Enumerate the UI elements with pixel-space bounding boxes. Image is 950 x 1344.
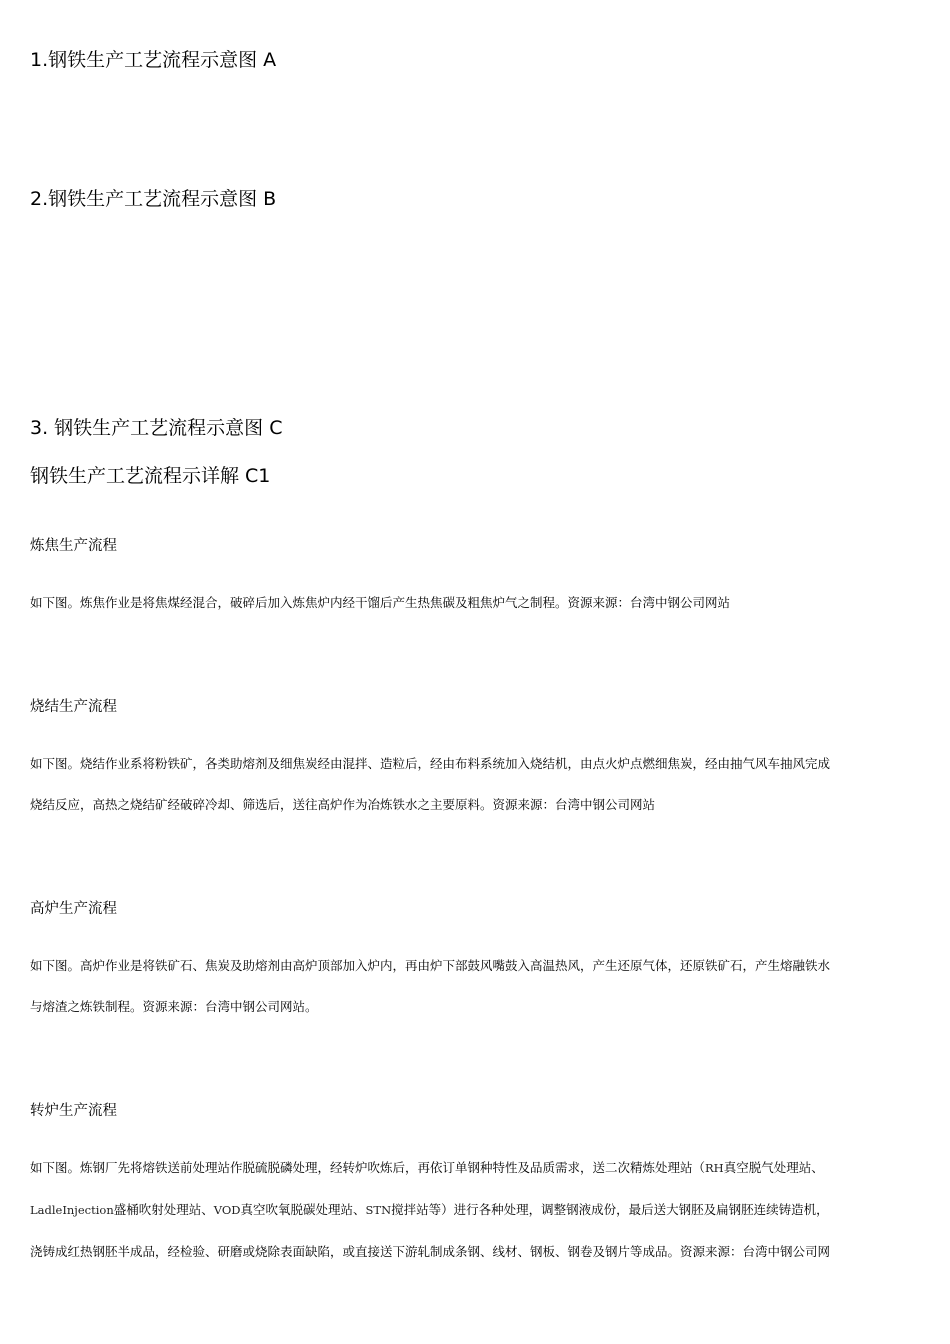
heading-diagram-c: 3. 钢铁生产工艺流程示意图 C xyxy=(30,417,283,439)
text-segment: 如下图。炼钢厂先将熔铁送前处理站作脱硫脱磷处理，经转炉吹炼后，再依订单钢种特性及品质需求，送二次精炼处理站（ xyxy=(30,1160,706,1175)
paragraph-line: 如下图。炼焦作业是将焦煤经混合，破碎后加入炼焦炉内经干馏后产生热焦碳及粗焦炉气之制程。资源来源：台湾中钢公司网站 xyxy=(30,595,731,610)
paragraph-line: 如下图。烧结作业系将粉铁矿，各类助熔剂及细焦炭经由混拌、造粒后，经由布料系统加入烧结机，由点火炉点燃细焦炭，经由抽气风车抽风完成 xyxy=(30,756,831,771)
abbr-stn: STN xyxy=(365,1203,392,1217)
abbr-ladle-injection: LadleInjection xyxy=(30,1203,114,1217)
abbr-rh: RH xyxy=(705,1161,724,1175)
section-title-converter: 转炉生产流程 xyxy=(30,1103,117,1119)
heading-diagram-b: 2.钢铁生产工艺流程示意图 B xyxy=(30,188,277,210)
text-segment: 真空吹氧脱碳处理站、 xyxy=(240,1202,366,1217)
abbr-vod: VOD xyxy=(213,1203,241,1217)
text-segment: 盛桶吹射处理站、 xyxy=(113,1202,214,1217)
section-text-coking xyxy=(30,582,920,623)
text-segment: 搅拌站等）进行各种处理，调整钢液成份，最后送大钢胚及扁钢胚连续铸造机， xyxy=(391,1202,829,1217)
section-title-blast-furnace: 高炉生产流程 xyxy=(30,901,117,917)
heading-detail-c1: 钢铁生产工艺流程示详解 C1 xyxy=(30,465,271,487)
paragraph-line: 浇铸成红热钢胚半成品，经检验、研磨或烧除表面缺陷，或直接送下游轧制成条钢、线材、钢板、钢卷及钢片等成品。资源来源：台湾中钢公司网 xyxy=(30,1244,831,1259)
section-title-sintering: 烧结生产流程 xyxy=(30,699,117,715)
section-title-coking: 炼焦生产流程 xyxy=(30,538,117,554)
paragraph-line: 烧结反应，高热之烧结矿经破碎冷却、筛选后，送往高炉作为冶炼铁水之主要原料。资源来源：台湾中钢公司网站 xyxy=(30,797,656,812)
paragraph-line xyxy=(30,1147,920,1189)
section-text-sintering xyxy=(30,743,920,825)
paragraph-line: 与熔渣之炼铁制程。资源来源：台湾中钢公司网站。 xyxy=(30,999,318,1014)
heading-diagram-a: 1.钢铁生产工艺流程示意图 A xyxy=(30,49,277,71)
section-text-blast-furnace xyxy=(30,945,920,1027)
paragraph-line: 如下图。高炉作业是将铁矿石、焦炭及助熔剂由高炉顶部加入炉内，再由炉下部鼓风嘴鼓入高温热风，产生还原气体，还原铁矿石，产生熔融铁水 xyxy=(30,958,831,973)
text-segment: 真空脱气处理站、 xyxy=(723,1160,824,1175)
section-text-converter xyxy=(30,1147,920,1272)
paragraph-line xyxy=(30,1189,920,1231)
